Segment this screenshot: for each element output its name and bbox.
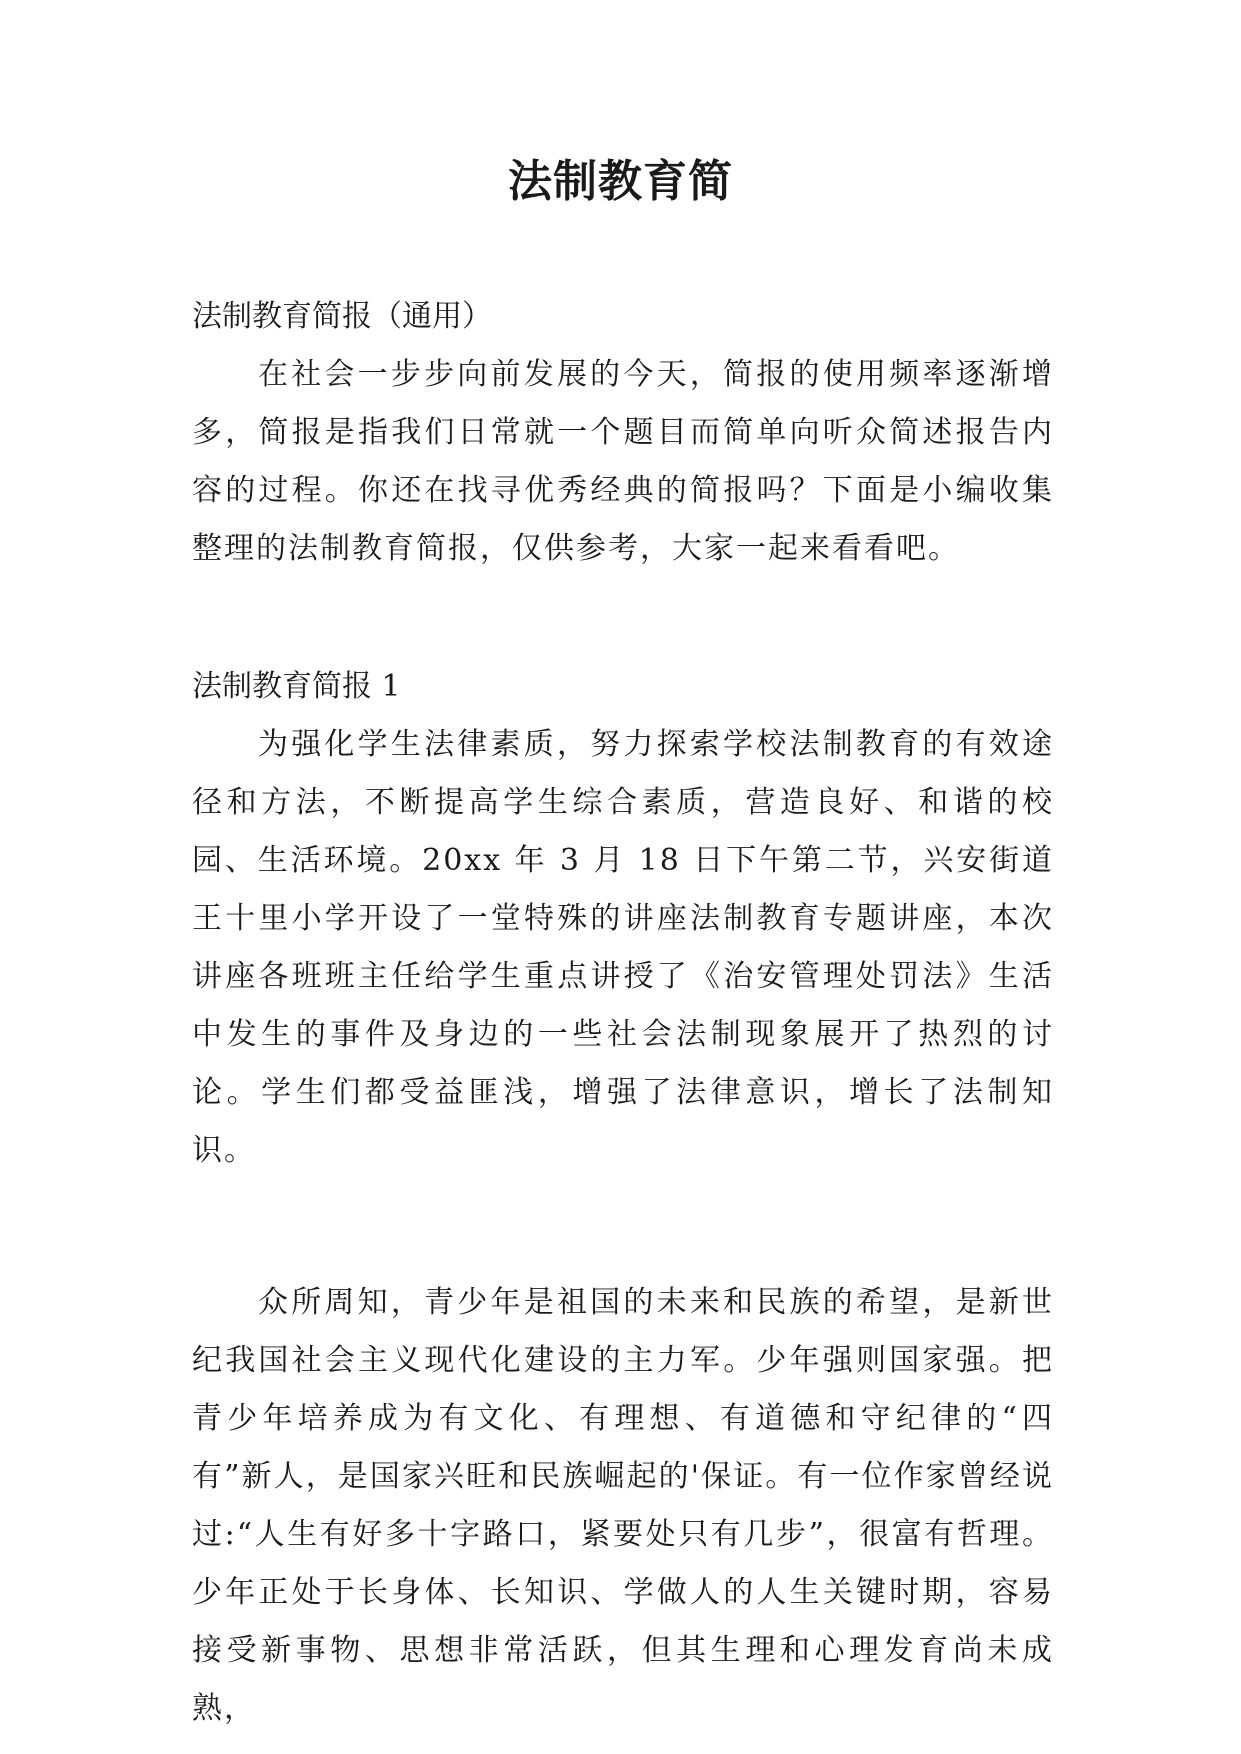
intro-heading: 法制教育简报（通用） — [192, 299, 492, 334]
paragraph-spacer — [192, 1180, 1054, 1274]
document-body — [192, 288, 1054, 1738]
intro-paragraph: 在社会一步步向前发展的今天，简报的使用频率逐渐增多，简报是指我们日常就一个题目而简单向听众简述报告内容的过程。你还在找寻优秀经典的简报吗？下面是小编收集整理的法制教育简报，仅供参考，大家一起来看看吧。 — [192, 357, 1054, 566]
section1-heading: 法制教育简报 1 — [192, 669, 401, 704]
section1-paragraph-1: 为强化学生法律素质，努力探索学校法制教育的有效途径和方法，不断提高学生综合素质，营造良好、和谐的校园、生活环境。20xx 年 3 月 18 日下午第二节，兴安街道王十里小学开设了一堂特殊的讲座法制教育专题讲座，本次讲座各班班主任给学生重点讲授了《治安管理处罚法》生活中发生的事件及身边的一些社会法制现象展开了热烈的讨论。学生们都受益匪浅，增强了法律意识，增长了法制知识。 — [192, 727, 1054, 1168]
document-title: 法制教育简 — [508, 156, 733, 207]
section1-paragraph-2: 众所周知，青少年是祖国的未来和民族的希望，是新世纪我国社会主义现代化建设的主力军。少年强则国家强。把青少年培养成为有文化、有理想、有道德和守纪律的“四有”新人，是国家兴旺和民族崛起的'保证。有一位作家曾经说过:“人生有好多十字路口，紧要处只有几步”，很富有哲理。少年正处于长身体、长知识、学做人的人生关键时期，容易接受新事物、思想非常活跃，但其生理和心理发育尚未成熟， — [192, 1285, 1054, 1726]
paragraph-spacer — [192, 578, 1054, 658]
